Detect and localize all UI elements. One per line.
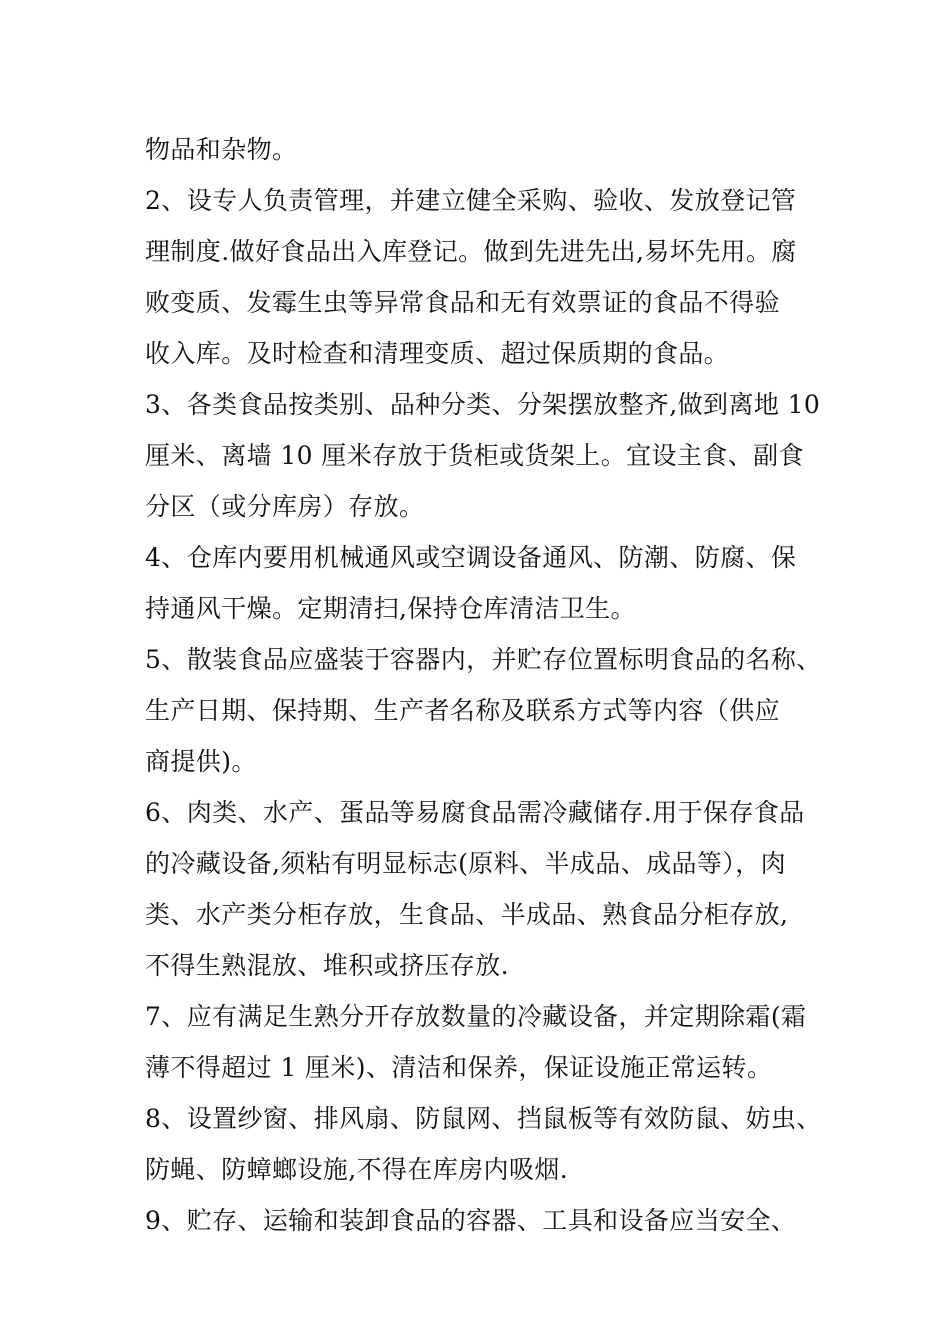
text-line-21: 防蝇、防蟑螂设施,不得在库房内吸烟. [145, 1155, 569, 1184]
text-line-14: 6、肉类、水产、蛋品等易腐食品需冷藏储存.用于保存食品 [145, 798, 805, 827]
body-text [145, 124, 825, 1246]
text-line-17: 不得生熟混放、堆积或挤压存放. [145, 951, 509, 980]
text-line-10: 持通风干燥。定期清扫,保持仓库清洁卫生。 [145, 594, 636, 623]
text-line-11: 5、散装食品应盛装于容器内，并贮存位置标明食品的名称、 [145, 645, 822, 674]
text-line-20: 8、设置纱窗、排风扇、防鼠网、挡鼠板等有效防鼠、妨虫、 [145, 1104, 822, 1133]
text-line-13: 商提供)。 [145, 747, 257, 776]
text-line-4: 败变质、发霉生虫等异常食品和无有效票证的食品不得验 [145, 288, 781, 317]
text-line-3: 理制度.做好食品出入库登记。做到先进先出,易坏先用。腐 [145, 237, 797, 266]
text-line-8: 分区（或分库房）存放。 [145, 492, 425, 521]
text-line-22: 9、贮存、运输和装卸食品的容器、工具和设备应当安全、 [145, 1206, 797, 1235]
text-line-12: 生产日期、保持期、生产者名称及联系方式等内容（供应 [145, 696, 781, 725]
text-line-15: 的冷藏设备,须粘有明显标志(原料、半成品、成品等），肉 [145, 849, 787, 878]
text-line-9: 4、仓库内要用机械通风或空调设备通风、防潮、防腐、保 [145, 543, 797, 572]
text-line-1: 物品和杂物。 [145, 135, 298, 164]
text-line-2: 2、设专人负责管理，并建立健全采购、验收、发放登记管 [145, 186, 797, 215]
text-line-6: 3、各类食品按类别、品种分类、分架摆放整齐,做到离地 10 [145, 390, 821, 419]
text-line-18: 7、应有满足生熟分开存放数量的冷藏设备，并定期除霜(霜 [145, 1002, 807, 1031]
text-line-5: 收入库。及时检查和清理变质、超过保质期的食品。 [145, 339, 730, 368]
text-line-7: 厘米、离墙 10 厘米存放于货柜或货架上。宜设主食、副食 [145, 441, 804, 470]
text-line-19: 薄不得超过 1 厘米)、清洁和保养，保证设施正常运转。 [145, 1053, 773, 1082]
text-line-16: 类、水产类分柜存放，生食品、半成品、熟食品分柜存放, [145, 900, 789, 929]
